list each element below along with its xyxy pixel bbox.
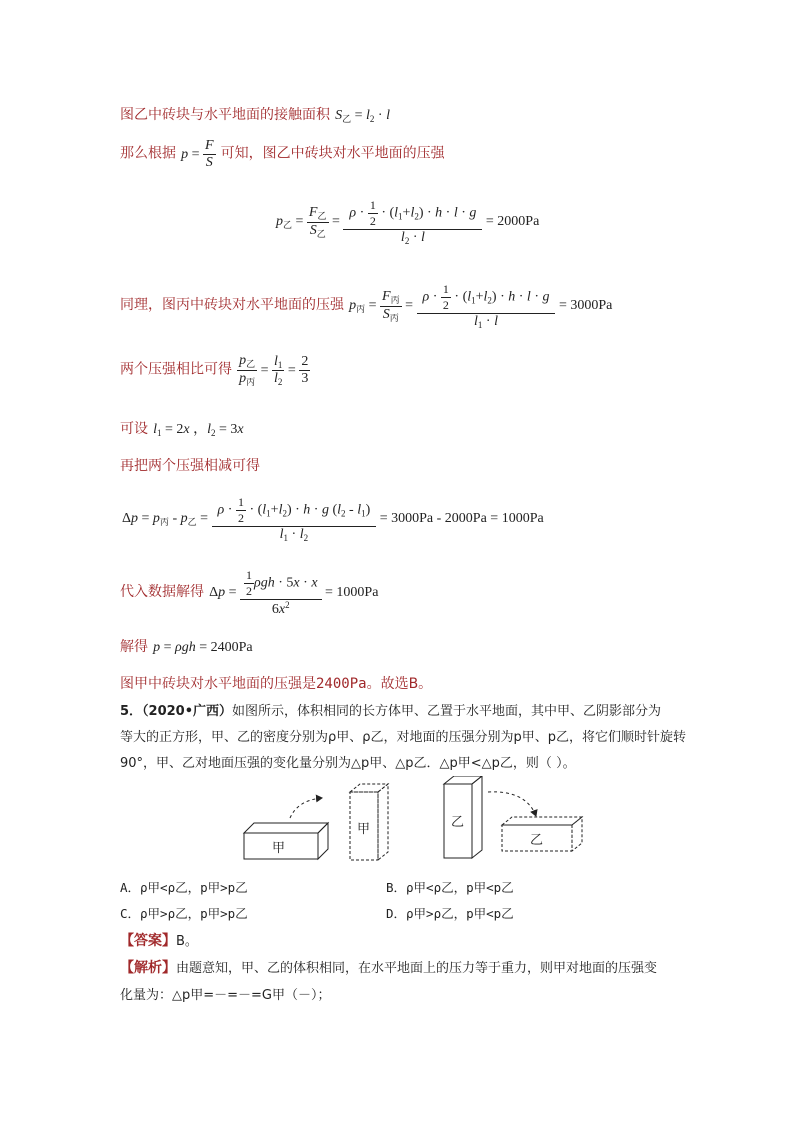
rotate-arrow-1 [290,798,322,818]
option-a: A．ρ甲<ρ乙，p甲>p乙 [120,880,248,895]
label-yi-lying: 乙 [530,833,544,848]
analysis-line-2: 化量为：△p甲=－=－=G甲（－）； [120,988,331,1003]
formula-assume: $l_1 = 2x$ ，$l_2 = 3x$ [153,422,244,438]
option-c: C．ρ甲>ρ乙，p甲>p乙 [120,906,248,921]
line-ratio: 两个压强相比可得 $\frac{p_乙}{p_丙}$ = $\frac{l_1}{l_2}$ = $\frac{2}{3}$ [120,353,309,387]
option-d: D．ρ甲>ρ乙，p甲<p乙 [386,906,514,921]
equation-substitute: Δp = $\frac{1}{2}$ ρgh · 5x · x $6x^2$ = 1000Pa [209,568,379,617]
equation-p-yi: $p_乙$ = $\frac{F_乙}{S_乙}$ = ρ · $\frac{1}{2}$ · $(l_1+l_2) \cdot h \cdot l \cdot g$ $l_2 \cdot l$ = 2000Pa [276,198,540,246]
analysis-tag: 【解析】 [120,960,176,976]
question-5-line-2: 等大的正方形，甲、乙的密度分别为ρ甲、ρ乙，对地面的压强分别为p甲、p乙，将它们顺时针旋转 [120,730,687,745]
rotate-arrow-2 [488,792,536,816]
question-5-figure [230,776,590,866]
block-jia-lying [244,823,328,859]
question-5-line-3: 90°，甲、乙对地面压强的变化量分别为△p甲、△p乙．△p甲<△p乙，则（ ）。 [120,756,576,771]
formula-ratio: $\frac{p_乙}{p_丙}$ = $\frac{l_1}{l_2}$ = $\frac{2}{3}$ [239,353,309,387]
line-assume: 可设 $l_1 = 2x$ ，$l_2 = 3x$ [120,421,244,438]
line-substitute: 代入数据解得 Δp = $\frac{1}{2}$ ρgh · 5x · x $6x^2$ = 1000Pa [120,568,379,617]
line-subtract: 再把两个压强相减可得 [120,458,260,474]
formula-contact-area: $S_乙 = l_2 \cdot l$ [335,108,390,124]
line-pressure-formula: 那么根据 p = $\frac{F}{S}$ 可知，图乙中砖块对水平地面的压强 [120,138,445,170]
line-conclusion: 图甲中砖块对水平地面的压强是2400Pa。故选B。 [120,676,433,692]
question-5-line-1: 5．（2020•广西）如图所示，体积相同的长方体甲、乙置于水平地面，其中甲、乙阴影部分为 [120,704,662,719]
formula-solve: p = ρgh = 2400Pa [153,640,253,655]
answer-line: 【答案】B。 [120,933,198,949]
formula-p-equals-f-over-s: p = $\frac{F}{S}$ [181,138,214,170]
equation-p-bing: $p_丙$ = $\frac{F_丙}{S_丙}$ = ρ · $\frac{1}{2}$ · $(l_1+l_2) \cdot h \cdot l \cdot g$ $l_1 \cdot l$ = 3000Pa [349,282,613,330]
label-jia-standing: 甲 [357,822,371,837]
label-jia-lying: 甲 [272,841,286,856]
equation-delta-p: $\Delta p = p_丙 - p_乙$ = ρ · $\frac{1}{2}$ · $(l_1+l_2) \cdot h \cdot g$ $(l_2 - l_1)$ $l_1 \cdot l_2$ = 3000Pa - 2000Pa = 1000Pa [122,495,544,543]
line-p-bing: 同理，图丙中砖块对水平地面的压强 $p_丙$ = $\frac{F_丙}{S_丙}$ = ρ · $\frac{1}{2}$ · $(l_1+l_2) \cdot h \cdot l \cdot g$ $l_1 \cdot l$ = 3000Pa [120,282,613,330]
line-solve: 解得 p = ρgh = 2400Pa [120,639,253,655]
option-b: B．ρ甲<ρ乙，p甲<p乙 [386,880,514,895]
label-yi-standing: 乙 [451,815,465,830]
analysis-line-1: 【解析】由题意知，甲、乙的体积相同，在水平地面上的压力等于重力，则甲对地面的压强变 [120,960,658,976]
line-contact-area: 图乙中砖块与水平地面的接触面积 $S_乙 = l_2 \cdot l$ [120,107,390,124]
answer-tag: 【答案】 [120,933,176,949]
